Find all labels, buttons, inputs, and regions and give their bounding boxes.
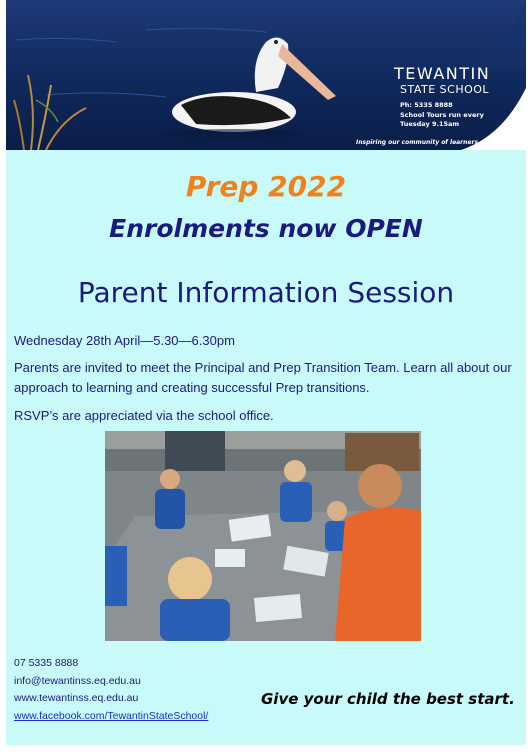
school-tours-note: School Tours run every Tuesday 9.15am — [400, 111, 484, 128]
school-tagline: Inspiring our community of learners — [356, 139, 479, 146]
classroom-photo — [105, 431, 421, 641]
rsvp-note: RSVP’s are appreciated via the school office. — [14, 408, 274, 423]
contact-phone: 07 5335 8888 — [14, 657, 79, 669]
flyer-page — [6, 0, 526, 745]
slogan: Give your child the best start. — [261, 690, 515, 708]
school-phone: Ph: 5335 8888 — [400, 101, 453, 109]
enrolments-heading: Enrolments now OPEN — [109, 214, 423, 243]
header-banner — [6, 0, 526, 150]
contact-website[interactable]: www.tewantinss.eq.edu.au — [14, 692, 139, 704]
contact-email[interactable]: info@tewantinss.eq.edu.au — [14, 675, 141, 687]
prep-title: Prep 2022 — [185, 170, 347, 203]
session-heading: Parent Information Session — [77, 276, 455, 309]
school-name: TEWANTIN — [394, 64, 491, 83]
session-date: Wednesday 28th April—5.30—6.30pm — [14, 333, 235, 348]
school-subtitle: STATE SCHOOL — [400, 83, 490, 96]
invitation-paragraph: Parents are invited to meet the Principal and Prep Transition Team. Learn all about our approach to learning and creating successful Prep transitions. — [14, 360, 512, 395]
facebook-link[interactable]: www.facebook.com/TewantinStateSchool/ — [14, 710, 209, 722]
